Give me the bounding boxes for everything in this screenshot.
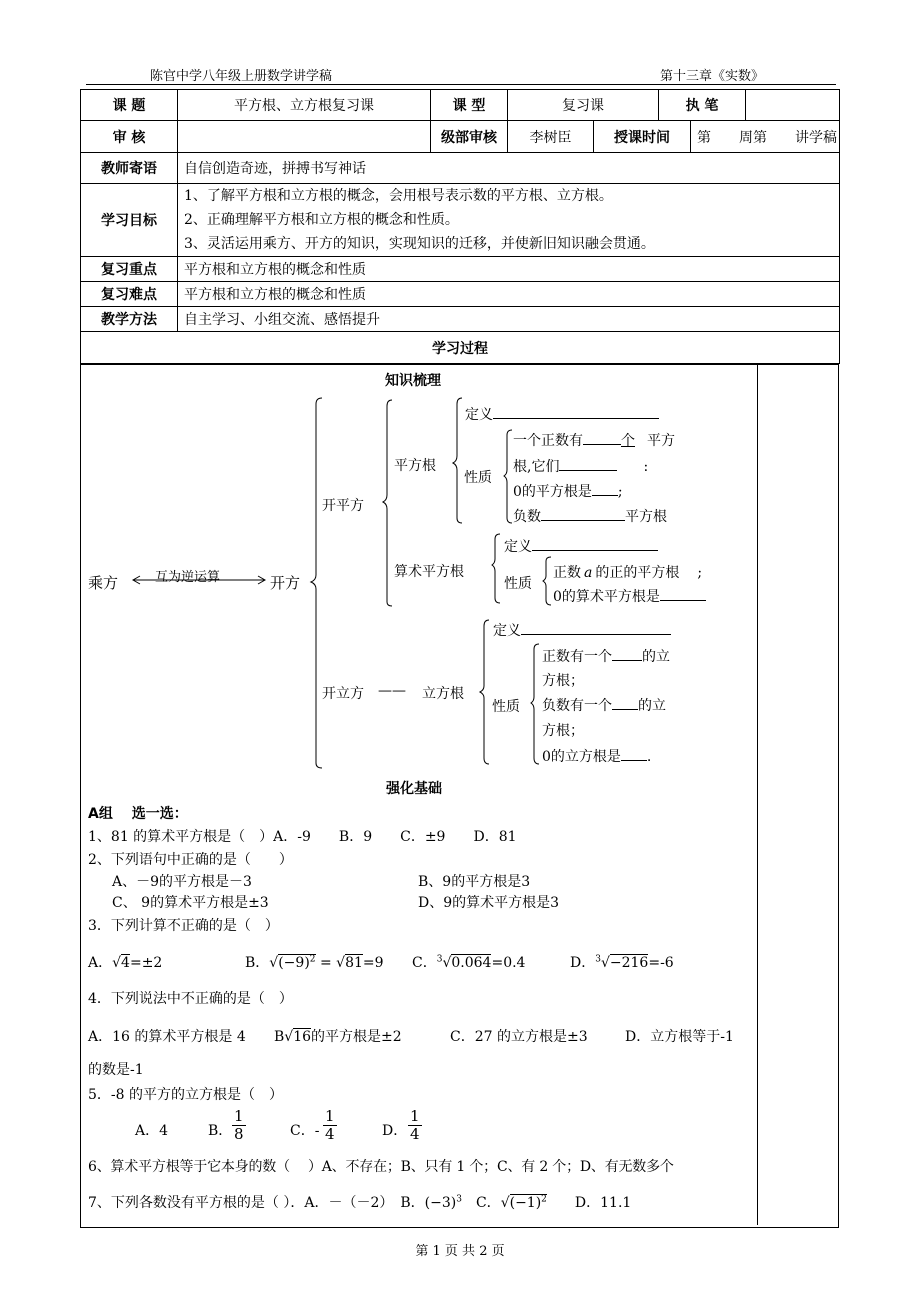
frac-denominator: 4 [325, 1125, 335, 1143]
goals-label: 学习目标 [81, 184, 178, 257]
q3c-index: 3 [436, 954, 443, 965]
ar-prop-line2 [553, 586, 706, 606]
question-3-option-a [88, 952, 162, 972]
q3b-exponent: 2 [309, 954, 316, 965]
cube-open-label: 开立方 [322, 686, 364, 702]
q3d-result: =-6 [648, 955, 674, 971]
question-4-option-c: C．27 的立方根是±3 [450, 1029, 588, 1045]
sq-p4-blank[interactable] [541, 506, 625, 521]
type-value: 复习课 [508, 90, 659, 121]
q3d-prefix: D． [570, 955, 596, 971]
cu-prop-line2: 方根； [542, 673, 584, 689]
group-a-label: A组 选一选： [88, 806, 188, 822]
question-7 [88, 1192, 631, 1212]
writer-label: 执 笔 [659, 90, 746, 121]
method-label: 教学方法 [81, 307, 178, 332]
q3c-radicand: 0.064 [451, 955, 492, 971]
q3a-radicand: 4 [121, 955, 130, 971]
arith-root-label: 算术平方根 [394, 564, 464, 580]
page-footer: 第 1 页 共 2 页 [415, 1244, 505, 1259]
sqrt-symbol: √ [600, 955, 610, 971]
basics-title: 强化基础 [386, 781, 442, 797]
sq-definition [465, 404, 659, 424]
question-3: 3．下列计算不正确的是（ ） [88, 918, 279, 934]
dept-review-label: 级部审核 [431, 121, 508, 153]
fraction-one-eighth [232, 1108, 246, 1143]
q4b-prefix: B [274, 1029, 285, 1045]
ar-prop-line1 [553, 562, 702, 582]
q3d-index: 3 [595, 954, 601, 965]
header-right: 第十三章《实数》 [660, 69, 765, 84]
focus-label: 复习重点 [81, 257, 178, 282]
dept-review-value: 李树臣 [508, 121, 594, 153]
root-label: 开方 [270, 574, 301, 592]
q3a-prefix: A． [88, 955, 113, 971]
cu-definition [493, 620, 671, 640]
q4b-radicand: 16 [293, 1029, 312, 1045]
question-2: 2、下列语句中正确的是（ ） [88, 852, 293, 868]
cu-p3b: 的立 [638, 698, 666, 714]
sq-p2b: : [643, 459, 649, 475]
q3b-radicand-wrap [278, 954, 315, 971]
frac-denominator: 4 [410, 1125, 420, 1143]
sq-p3b: ; [617, 484, 623, 500]
q7d-option: D．11.1 [574, 1195, 632, 1211]
q7c-exponent: 2 [541, 1194, 547, 1205]
time-value: 第 周第 讲学稿 [691, 121, 840, 153]
sqrt-symbol: √ [500, 1195, 510, 1211]
inverse-label: 互为逆运算 [155, 570, 221, 585]
question-3-option-d [570, 952, 674, 972]
q3c-result: =0.4 [491, 955, 526, 971]
sqrt-open-label: 开平方 [322, 498, 364, 514]
cube-root-label: 立方根 [422, 686, 464, 702]
bracket-square-root [453, 398, 462, 523]
sq-p2a: 根,它们 [513, 459, 560, 475]
q3c-prefix: C． [412, 955, 437, 971]
type-label: 课 型 [431, 90, 508, 121]
cu-prop-line3 [542, 695, 666, 715]
cu-prop-line5 [542, 746, 651, 766]
question-2-option-d: D、9的算术平方根是3 [418, 895, 560, 911]
bracket-sqrt-open [383, 400, 392, 606]
sq-p4b: 平方根 [625, 509, 667, 525]
q7b-exponent: 3 [456, 1194, 462, 1205]
cube-dash: —— [378, 683, 406, 699]
cu-p1a: 正数有一个 [542, 649, 612, 665]
ar-definition [504, 536, 658, 556]
sq-p1-blank[interactable] [583, 430, 621, 445]
cu-p5a: 0的立方根是 [542, 749, 621, 765]
q7c-radicand: (−1) [509, 1195, 542, 1211]
method-value: 自主学习、小组交流、感悟提升 [178, 307, 840, 332]
ar-p1a: 正数 [553, 565, 581, 581]
ar-p1b: 的正的平方根 [595, 565, 680, 581]
review-label: 审 核 [81, 121, 178, 153]
goal-1: 1、了解平方根和立方根的概念，会用根号表示数的平方根、立方根。 [184, 188, 613, 204]
sq-p4a: 负数 [513, 509, 541, 525]
ar-property-label: 性质 [504, 576, 532, 592]
difficulty-value: 平方根和立方根的概念和性质 [178, 282, 840, 307]
question-2-option-b: B、9的平方根是3 [418, 874, 531, 890]
question-5-option-a: A．4 [135, 1123, 169, 1139]
question-5-option-c: C．- [290, 1123, 320, 1139]
sq-p1b: 个 [621, 433, 635, 449]
question-4: 4．下列说法中不正确的是（ ） [88, 991, 293, 1007]
cu-p5b: . [646, 749, 652, 765]
frac-numerator: 1 [234, 1107, 244, 1125]
question-4-option-d: D．立方根等于-1 [625, 1029, 734, 1045]
q3b-radicand: (−9) [278, 955, 310, 971]
cu-prop-line1 [542, 646, 670, 666]
sqrt-symbol: √ [284, 1029, 294, 1045]
message-value: 自信创造奇迹，拼搏书写神话 [178, 153, 840, 184]
question-4-option-b [274, 1026, 402, 1046]
square-root-label: 平方根 [394, 458, 436, 474]
sqrt-symbol: √ [442, 955, 452, 971]
question-6: 6、算术平方根等于它本身的数（ ）A、不存在；B、只有 1 个；C、有 2 个；D、有无数多个 [88, 1159, 674, 1175]
sq-def-label: 定义 [465, 407, 493, 423]
q7c-radicand-wrap [510, 1194, 547, 1211]
bracket-cube [480, 620, 489, 764]
sq-p2-blank[interactable] [559, 456, 617, 471]
sq-prop-line2 [513, 456, 648, 476]
sqrt-symbol: √ [336, 955, 346, 971]
q3b-radicand-2: 81 [345, 955, 363, 971]
difficulty-label: 复习难点 [81, 282, 178, 307]
goal-3: 3、灵活运用乘方、开方的知识，实现知识的迁移，并使新旧知识融会贯通。 [184, 236, 655, 252]
question-5-option-d: D． [382, 1123, 408, 1139]
question-1: 1、81 的算术平方根是（ ）A．-9 B．9 C．±9 D．81 [88, 829, 517, 845]
frac-numerator: 1 [325, 1107, 335, 1125]
ar-p2: 0的算术平方根是 [553, 589, 660, 605]
sq-def-blank[interactable] [493, 404, 659, 419]
fraction-one-quarter [323, 1108, 337, 1143]
question-4-continuation: 的数是-1 [88, 1062, 144, 1078]
cu-p3-blank[interactable] [612, 695, 638, 710]
sq-prop-line1 [513, 430, 675, 450]
goal-2: 2、正确理解平方根和立方根的概念和性质。 [184, 212, 459, 228]
bracket-cube-property [531, 644, 539, 764]
q7c-prefix: C． [475, 1195, 501, 1211]
focus-value: 平方根和立方根的概念和性质 [178, 257, 840, 282]
cu-p1b: 的立 [642, 649, 670, 665]
q3a-result: =±2 [129, 955, 163, 971]
sq-property-label: 性质 [464, 470, 492, 486]
question-3-option-b [245, 952, 384, 972]
q3b-result: =9 [362, 955, 384, 971]
time-label: 授课时间 [594, 121, 691, 153]
q3b-equals: = [315, 955, 337, 971]
cu-def-label: 定义 [493, 623, 521, 639]
sq-p3: 0的平方根是 [513, 484, 592, 500]
q4b-text: 的平方根是±2 [311, 1029, 402, 1045]
ar-p1c: ; [697, 565, 703, 581]
ar-p1-var: a [584, 565, 593, 581]
ar-def-label: 定义 [504, 539, 532, 555]
cu-property-label: 性质 [492, 699, 520, 715]
message-label: 教师寄语 [81, 153, 178, 184]
topic-value: 平方根、立方根复习课 [178, 90, 431, 121]
sq-p3-blank[interactable] [592, 481, 618, 496]
cu-p3a: 负数有一个 [542, 698, 612, 714]
cu-p1-blank[interactable] [612, 646, 642, 661]
q7b-base: (−3) [424, 1195, 457, 1211]
q7-text: 7、下列各数没有平方根的是（ ）．A．－（－2） B． [88, 1195, 425, 1211]
bracket-sq-property [504, 430, 512, 523]
question-5-option-b: B． [208, 1123, 233, 1139]
topic-label: 课 题 [81, 90, 178, 121]
fraction-one-quarter-d [408, 1108, 422, 1143]
sq-p1c: 平方 [647, 433, 675, 449]
cu-prop-line4: 方根； [542, 723, 584, 739]
power-label: 乘方 [88, 574, 119, 592]
header-left: 陈官中学八年级上册数学讲学稿 [150, 69, 333, 84]
bracket-root [311, 398, 322, 768]
process-title: 学习过程 [81, 332, 840, 364]
bracket-arith [492, 534, 500, 603]
question-2-option-c: C、 9的算术平方根是±3 [112, 895, 269, 911]
frac-numerator: 1 [410, 1107, 420, 1125]
question-4-option-a: A．16 的算术平方根是 4 [88, 1029, 246, 1045]
cu-p5-blank[interactable] [621, 746, 647, 761]
ar-p2-blank[interactable] [660, 586, 706, 601]
q3d-radicand: −216 [609, 955, 649, 971]
sqrt-symbol: √ [112, 955, 122, 971]
question-2-option-a: A、－9的平方根是－3 [112, 874, 252, 890]
q3b-prefix: B． [245, 955, 270, 971]
sqrt-symbol: √ [269, 955, 279, 971]
bracket-arith-property [543, 557, 551, 605]
sq-prop-line3 [513, 481, 623, 501]
question-3-option-c [412, 952, 525, 972]
question-5: 5．-8 的平方的立方根是（ ） [88, 1087, 283, 1103]
ar-def-blank[interactable] [532, 536, 658, 551]
sq-p1a: 一个正数有 [513, 433, 583, 449]
cu-def-blank[interactable] [521, 620, 671, 635]
frac-denominator: 8 [234, 1125, 244, 1143]
sq-prop-line4 [513, 506, 667, 526]
knowledge-title: 知识梳理 [385, 373, 441, 389]
